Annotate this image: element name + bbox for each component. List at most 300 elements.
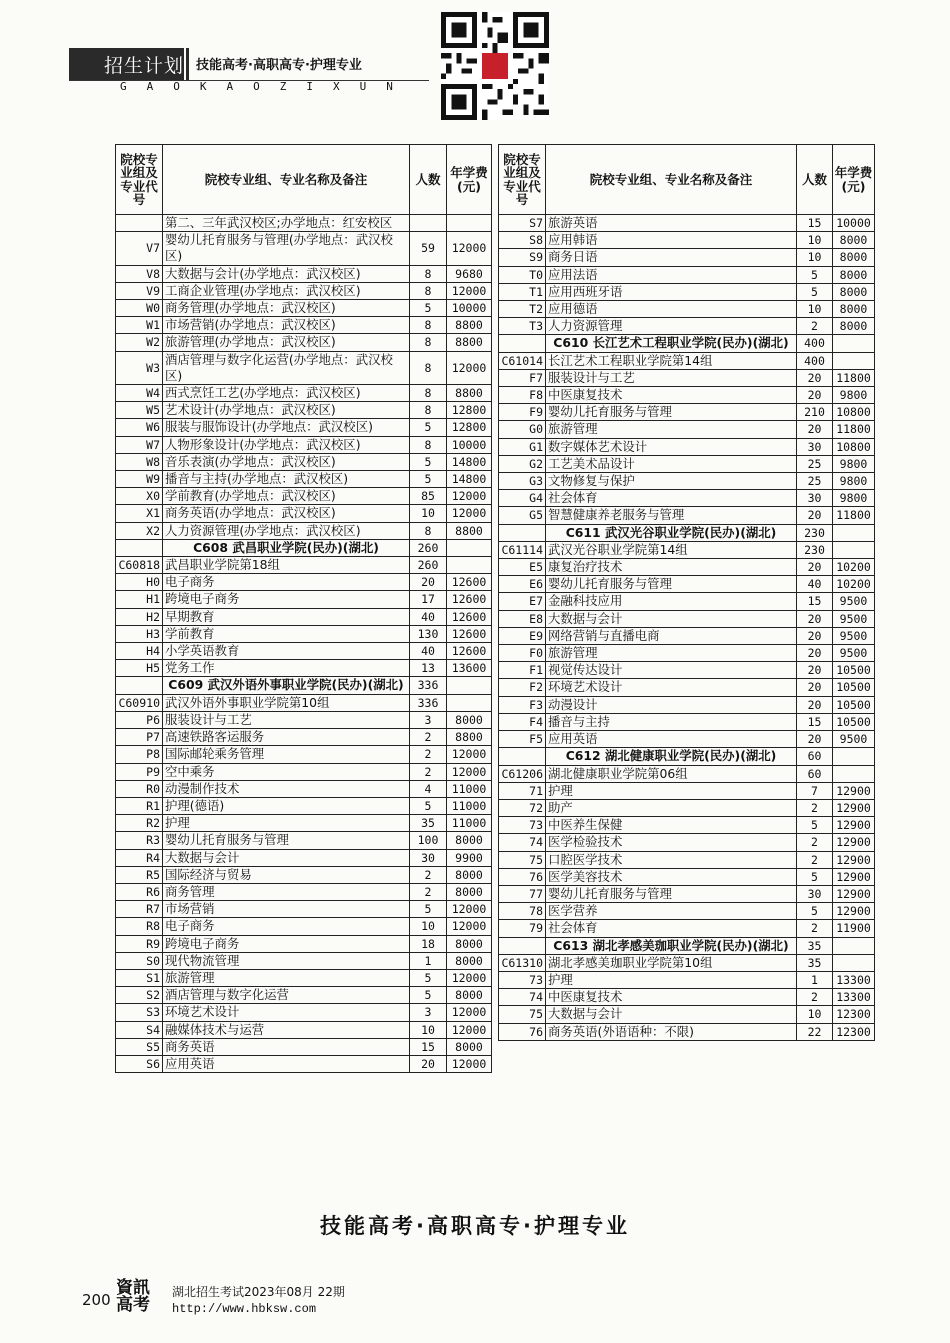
table-row <box>116 317 492 334</box>
row-fee <box>833 524 875 541</box>
row-count: 230 <box>797 541 833 558</box>
school-group-row <box>499 524 875 541</box>
table-row <box>499 352 875 369</box>
row-name: 市场营销 <box>163 901 410 918</box>
row-fee: 9800 <box>833 490 875 507</box>
row-name: 护理 <box>546 971 797 988</box>
row-code: S4 <box>116 1021 163 1038</box>
row-code: R5 <box>116 866 163 883</box>
row-count: 5 <box>797 817 833 834</box>
row-name: 大数据与会计(办学地点：武汉校区) <box>163 265 410 282</box>
table-row <box>499 266 875 283</box>
table-row <box>116 232 492 265</box>
row-fee: 12000 <box>447 505 492 522</box>
row-code: W6 <box>116 419 163 436</box>
row-count: 20 <box>797 507 833 524</box>
row-name: 跨境电子商务 <box>163 935 410 952</box>
row-count: 10 <box>797 301 833 318</box>
table-row <box>499 782 875 799</box>
row-count: 2 <box>797 834 833 851</box>
table-row <box>499 507 875 524</box>
col-header-code: 院校专业组及专业代号 <box>499 145 546 215</box>
row-name: 音乐表演(办学地点：武汉校区) <box>163 453 410 470</box>
row-name: 现代物流管理 <box>163 952 410 969</box>
row-code: C61114 <box>499 541 546 558</box>
row-code: C61014 <box>499 352 546 369</box>
table-row <box>116 453 492 470</box>
row-code: H5 <box>116 660 163 677</box>
row-code: W2 <box>116 334 163 351</box>
table-row <box>116 1055 492 1072</box>
row-name: 智慧健康养老服务与管理 <box>546 507 797 524</box>
row-count: 2 <box>410 763 447 780</box>
magazine-url[interactable]: http://www.hbksw.com <box>172 1302 317 1316</box>
row-fee: 12000 <box>447 1004 492 1021</box>
row-code: S9 <box>499 249 546 266</box>
row-name: 网络营销与直播电商 <box>546 627 797 644</box>
row-name: 环境艺术设计 <box>163 1004 410 1021</box>
row-code: W5 <box>116 402 163 419</box>
table-row <box>499 232 875 249</box>
row-name: 武汉外语外事职业学院第10组 <box>163 694 410 711</box>
row-fee: 12600 <box>447 625 492 642</box>
row-code: 76 <box>499 1023 546 1040</box>
row-fee: 9500 <box>833 610 875 627</box>
row-name: 商务英语(外语语种：不限) <box>546 1023 797 1040</box>
row-fee: 12900 <box>833 817 875 834</box>
table-row <box>116 402 492 419</box>
row-fee: 11800 <box>833 421 875 438</box>
row-fee: 12000 <box>447 232 492 265</box>
row-count: 20 <box>797 645 833 662</box>
row-count: 336 <box>410 694 447 711</box>
table-row <box>116 643 492 660</box>
row-count: 10 <box>797 1006 833 1023</box>
row-name: 播音与主持 <box>546 713 797 730</box>
school-group-row <box>116 539 492 556</box>
table-row <box>116 334 492 351</box>
row-code: X0 <box>116 488 163 505</box>
row-name: 婴幼儿托育服务与管理 <box>546 576 797 593</box>
row-name: 人力资源管理(办学地点：武汉校区) <box>163 522 410 539</box>
row-fee <box>833 541 875 558</box>
row-code: V8 <box>116 265 163 282</box>
table-row <box>499 971 875 988</box>
row-fee: 12000 <box>447 282 492 299</box>
row-code <box>116 539 163 556</box>
row-fee: 10800 <box>833 438 875 455</box>
table-row <box>116 300 492 317</box>
row-code <box>116 215 163 232</box>
row-count: 30 <box>797 490 833 507</box>
row-fee: 12000 <box>447 969 492 986</box>
table-row <box>499 541 875 558</box>
row-fee: 8000 <box>447 866 492 883</box>
row-count <box>410 215 447 232</box>
table-row <box>499 559 875 576</box>
row-fee: 12600 <box>447 608 492 625</box>
row-name: 动漫制作技术 <box>163 780 410 797</box>
row-code: 78 <box>499 903 546 920</box>
row-fee: 8000 <box>833 301 875 318</box>
row-code: P7 <box>116 729 163 746</box>
row-code: E5 <box>499 559 546 576</box>
row-fee: 12900 <box>833 799 875 816</box>
row-code: R1 <box>116 797 163 814</box>
row-count: 8 <box>410 436 447 453</box>
row-count: 2 <box>410 866 447 883</box>
row-code: 74 <box>499 834 546 851</box>
row-code: 75 <box>499 1006 546 1023</box>
col-header-code: 院校专业组及专业代号 <box>116 145 163 215</box>
row-fee: 12800 <box>447 402 492 419</box>
table-row <box>499 1006 875 1023</box>
row-code: 73 <box>499 817 546 834</box>
row-code: H3 <box>116 625 163 642</box>
school-group-row <box>499 937 875 954</box>
row-count: 20 <box>797 627 833 644</box>
row-name: 酒店管理与数字化运营 <box>163 987 410 1004</box>
table-row <box>116 282 492 299</box>
row-fee: 8000 <box>447 883 492 900</box>
row-code: G1 <box>499 438 546 455</box>
row-name: 早期教育 <box>163 608 410 625</box>
row-name: 武汉光谷职业学院第14组 <box>546 541 797 558</box>
row-count: 130 <box>410 625 447 642</box>
row-code: S3 <box>116 1004 163 1021</box>
row-count: 8 <box>410 522 447 539</box>
row-name: 视觉传达设计 <box>546 662 797 679</box>
row-name: C611 武汉光谷职业学院(民办)(湖北) <box>546 524 797 541</box>
row-code: 79 <box>499 920 546 937</box>
row-fee: 12600 <box>447 591 492 608</box>
row-count: 22 <box>797 1023 833 1040</box>
row-count: 30 <box>797 438 833 455</box>
table-row <box>499 421 875 438</box>
table-row <box>499 834 875 851</box>
row-code: 71 <box>499 782 546 799</box>
row-count: 8 <box>410 282 447 299</box>
row-count: 18 <box>410 935 447 952</box>
row-count: 400 <box>797 352 833 369</box>
table-row <box>499 885 875 902</box>
row-fee: 8800 <box>447 385 492 402</box>
row-fee: 8000 <box>833 283 875 300</box>
row-count: 35 <box>797 954 833 971</box>
row-fee: 8000 <box>447 1038 492 1055</box>
page-number: 200 <box>82 1291 111 1309</box>
row-code: 75 <box>499 851 546 868</box>
row-fee: 12900 <box>833 851 875 868</box>
row-fee: 12000 <box>447 1055 492 1072</box>
row-count: 25 <box>797 473 833 490</box>
table-row <box>499 989 875 1006</box>
row-count: 20 <box>410 1055 447 1072</box>
table-row <box>116 574 492 591</box>
row-code: E7 <box>499 593 546 610</box>
row-count: 3 <box>410 1004 447 1021</box>
row-name: 人力资源管理 <box>546 318 797 335</box>
table-row <box>499 455 875 472</box>
row-code: G3 <box>499 473 546 490</box>
row-name: 应用英语 <box>546 731 797 748</box>
row-count: 60 <box>797 765 833 782</box>
row-name: 动漫设计 <box>546 696 797 713</box>
row-count: 10 <box>797 249 833 266</box>
row-count: 2 <box>797 318 833 335</box>
table-row <box>499 868 875 885</box>
row-fee: 9900 <box>447 849 492 866</box>
row-fee: 10500 <box>833 679 875 696</box>
row-name: 西式烹饪工艺(办学地点：武汉校区) <box>163 385 410 402</box>
row-fee: 9800 <box>833 473 875 490</box>
row-count: 400 <box>797 335 833 352</box>
row-code: X2 <box>116 522 163 539</box>
row-code: W9 <box>116 471 163 488</box>
row-count: 20 <box>797 731 833 748</box>
row-count: 2 <box>410 746 447 763</box>
table-row <box>499 249 875 266</box>
row-code: 76 <box>499 868 546 885</box>
row-name: 应用德语 <box>546 301 797 318</box>
row-fee <box>833 352 875 369</box>
row-count: 10 <box>410 505 447 522</box>
row-code: F7 <box>499 369 546 386</box>
table-row <box>116 883 492 900</box>
row-name: 国际邮轮乘务管理 <box>163 746 410 763</box>
row-name: 环境艺术设计 <box>546 679 797 696</box>
row-name: 旅游管理(办学地点：武汉校区) <box>163 334 410 351</box>
row-name: 助产 <box>546 799 797 816</box>
row-fee: 13600 <box>447 660 492 677</box>
table-row <box>499 301 875 318</box>
table-row <box>499 765 875 782</box>
row-code: W3 <box>116 351 163 384</box>
table-row <box>116 351 492 384</box>
row-name: 婴幼儿托育服务与管理 <box>546 404 797 421</box>
row-name: 旅游英语 <box>546 215 797 232</box>
row-count: 5 <box>410 969 447 986</box>
row-count: 2 <box>410 883 447 900</box>
row-count: 10 <box>410 1021 447 1038</box>
table-row <box>116 729 492 746</box>
row-code: T0 <box>499 266 546 283</box>
magazine-logo: 資訊高考 <box>116 1278 150 1315</box>
row-count: 3 <box>410 711 447 728</box>
table-row <box>116 471 492 488</box>
table-row <box>116 901 492 918</box>
row-name: 医学营养 <box>546 903 797 920</box>
row-code: G0 <box>499 421 546 438</box>
enrollment-table-right <box>498 144 875 1041</box>
row-fee <box>833 937 875 954</box>
row-code: C61206 <box>499 765 546 782</box>
row-fee: 11000 <box>447 797 492 814</box>
row-code: F9 <box>499 404 546 421</box>
row-count: 8 <box>410 385 447 402</box>
row-code: H0 <box>116 574 163 591</box>
row-count: 35 <box>797 937 833 954</box>
row-count: 2 <box>797 851 833 868</box>
row-code: F3 <box>499 696 546 713</box>
row-code <box>116 677 163 694</box>
table-row <box>499 473 875 490</box>
row-name: 康复治疗技术 <box>546 559 797 576</box>
row-count: 5 <box>797 868 833 885</box>
school-group-row <box>499 748 875 765</box>
table-row <box>116 557 492 574</box>
table-row <box>116 952 492 969</box>
row-count: 40 <box>797 576 833 593</box>
row-code: R8 <box>116 918 163 935</box>
row-fee: 12000 <box>447 918 492 935</box>
table-row <box>499 283 875 300</box>
row-fee: 8000 <box>447 987 492 1004</box>
table-row <box>499 1023 875 1040</box>
table-row <box>499 576 875 593</box>
row-name: 第二、三年武汉校区;办学地点：红安校区 <box>163 215 410 232</box>
row-count: 40 <box>410 608 447 625</box>
row-name: 商务管理 <box>163 883 410 900</box>
row-count: 230 <box>797 524 833 541</box>
enrollment-table-left <box>115 144 492 1073</box>
row-count: 1 <box>410 952 447 969</box>
table-row <box>499 817 875 834</box>
row-code: F5 <box>499 731 546 748</box>
row-fee <box>833 954 875 971</box>
row-name: 党务工作 <box>163 660 410 677</box>
table-row <box>499 696 875 713</box>
row-fee: 10000 <box>447 436 492 453</box>
row-code: E8 <box>499 610 546 627</box>
row-count: 20 <box>797 610 833 627</box>
row-name: 医学美容技术 <box>546 868 797 885</box>
row-name: 数字媒体艺术设计 <box>546 438 797 455</box>
row-code: E6 <box>499 576 546 593</box>
row-fee: 8000 <box>447 832 492 849</box>
row-count: 25 <box>797 455 833 472</box>
row-code: S7 <box>499 215 546 232</box>
row-code: P6 <box>116 711 163 728</box>
row-count: 15 <box>797 215 833 232</box>
row-name: 中医康复技术 <box>546 989 797 1006</box>
row-name: 应用韩语 <box>546 232 797 249</box>
row-name: 高速铁路客运服务 <box>163 729 410 746</box>
table-row <box>499 593 875 610</box>
row-count: 5 <box>410 987 447 1004</box>
row-name: 跨境电子商务 <box>163 591 410 608</box>
table-row <box>499 799 875 816</box>
row-fee: 9800 <box>833 387 875 404</box>
row-code: T3 <box>499 318 546 335</box>
row-name: 电子商务 <box>163 574 410 591</box>
row-fee: 12600 <box>447 643 492 660</box>
row-code: H1 <box>116 591 163 608</box>
row-code <box>499 335 546 352</box>
row-name: 婴幼儿托育服务与管理 <box>546 885 797 902</box>
row-fee: 11000 <box>447 780 492 797</box>
table-row <box>116 522 492 539</box>
row-code: S0 <box>116 952 163 969</box>
table-row <box>116 832 492 849</box>
row-name: 艺术设计(办学地点：武汉校区) <box>163 402 410 419</box>
row-fee <box>447 557 492 574</box>
table-row <box>116 935 492 952</box>
table-row <box>499 731 875 748</box>
row-name: 应用法语 <box>546 266 797 283</box>
row-code: R9 <box>116 935 163 952</box>
row-fee: 12600 <box>447 574 492 591</box>
row-code: W8 <box>116 453 163 470</box>
row-count: 35 <box>410 815 447 832</box>
header-subtitle: 技能高考·高职高专·护理专业 <box>196 58 362 73</box>
row-name: 商务英语(办学地点：武汉校区) <box>163 505 410 522</box>
table-row <box>499 490 875 507</box>
row-code: T1 <box>499 283 546 300</box>
table-row <box>499 404 875 421</box>
row-name: C612 湖北健康职业学院(民办)(湖北) <box>546 748 797 765</box>
table-row <box>116 505 492 522</box>
row-code: 77 <box>499 885 546 902</box>
row-count: 8 <box>410 334 447 351</box>
table-row <box>499 645 875 662</box>
row-fee: 13300 <box>833 971 875 988</box>
row-code <box>499 524 546 541</box>
row-code: S6 <box>116 1055 163 1072</box>
row-fee: 9500 <box>833 645 875 662</box>
row-name: 旅游管理 <box>546 645 797 662</box>
table-row <box>116 711 492 728</box>
row-code: T2 <box>499 301 546 318</box>
row-fee: 10800 <box>833 404 875 421</box>
row-count: 210 <box>797 404 833 421</box>
table-row <box>499 954 875 971</box>
row-fee: 12300 <box>833 1006 875 1023</box>
row-code: W0 <box>116 300 163 317</box>
row-code: F1 <box>499 662 546 679</box>
row-name: 电子商务 <box>163 918 410 935</box>
row-count: 5 <box>797 903 833 920</box>
qr-code-icon <box>441 12 549 120</box>
row-code: E9 <box>499 627 546 644</box>
table-row <box>116 797 492 814</box>
row-code: R7 <box>116 901 163 918</box>
row-fee <box>833 765 875 782</box>
row-fee <box>447 694 492 711</box>
row-name: 学前教育 <box>163 625 410 642</box>
row-name: 应用英语 <box>163 1055 410 1072</box>
row-count: 30 <box>410 849 447 866</box>
row-code: R6 <box>116 883 163 900</box>
row-count: 5 <box>797 283 833 300</box>
row-name: 大数据与会计 <box>546 1006 797 1023</box>
row-name: 融媒体技术与运营 <box>163 1021 410 1038</box>
row-name: 武昌职业学院第18组 <box>163 557 410 574</box>
row-count: 85 <box>410 488 447 505</box>
row-code: W7 <box>116 436 163 453</box>
row-count: 260 <box>410 539 447 556</box>
row-fee: 12000 <box>447 488 492 505</box>
row-count: 20 <box>797 421 833 438</box>
row-count: 2 <box>797 920 833 937</box>
row-code: X1 <box>116 505 163 522</box>
row-fee: 8800 <box>447 317 492 334</box>
row-count: 20 <box>797 662 833 679</box>
row-count: 30 <box>797 885 833 902</box>
row-name: C609 武汉外语外事职业学院(民办)(湖北) <box>163 677 410 694</box>
row-fee: 8800 <box>447 522 492 539</box>
row-name: C610 长江艺术工程职业学院(民办)(湖北) <box>546 335 797 352</box>
